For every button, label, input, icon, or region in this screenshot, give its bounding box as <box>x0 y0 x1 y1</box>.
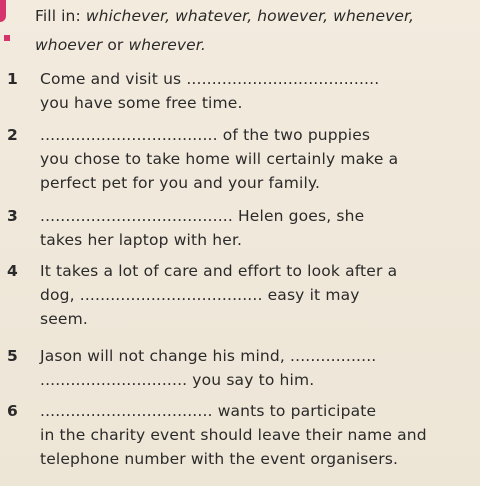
instruction-line-2 <box>35 31 465 60</box>
item-line: Jason will not change his mind, ................. <box>40 347 377 365</box>
item-line: ............................. you say to him. <box>40 371 315 389</box>
item-text <box>40 204 450 252</box>
instruction-options: whichever, whatever, however, whenever, <box>85 7 415 25</box>
item-line: you have some free time. <box>40 94 243 112</box>
instruction-line-1 <box>35 2 465 31</box>
item-number: 4 <box>7 262 18 280</box>
item-number: 5 <box>7 347 18 365</box>
item-text <box>40 67 450 115</box>
item-line: telephone number with the event organisers. <box>40 450 399 468</box>
instruction-option-whoever: whoever <box>35 36 103 54</box>
accent-bar-decoration <box>0 0 6 22</box>
instruction-or: or <box>107 36 124 54</box>
accent-bullet-decoration <box>4 35 10 41</box>
item-line: in the charity event should leave their name and <box>40 426 427 444</box>
item-text <box>40 344 450 392</box>
item-line: Come and visit us ...................................... <box>40 70 380 88</box>
item-line: seem. <box>40 310 88 328</box>
item-line: you chose to take home will certainly make a <box>40 150 399 168</box>
item-line: ................................... of the two puppies <box>40 126 371 144</box>
item-line: It takes a lot of care and effort to look after a <box>40 262 398 280</box>
item-number: 2 <box>7 126 18 144</box>
item-number: 3 <box>7 207 18 225</box>
item-number: 1 <box>7 70 18 88</box>
item-text <box>40 259 450 331</box>
instruction-option-wherever: wherever. <box>128 36 206 54</box>
item-text <box>40 399 450 471</box>
item-line: .................................. wants to participate <box>40 402 377 420</box>
item-line: dog, .................................... easy it may <box>40 286 360 304</box>
instruction-lead: Fill in: <box>35 7 81 25</box>
item-line: perfect pet for you and your family. <box>40 174 321 192</box>
item-text <box>40 123 450 195</box>
item-number: 6 <box>7 402 18 420</box>
item-line: takes her laptop with her. <box>40 231 243 249</box>
item-line: ...................................... Helen goes, she <box>40 207 365 225</box>
exercise-instruction <box>35 2 465 60</box>
